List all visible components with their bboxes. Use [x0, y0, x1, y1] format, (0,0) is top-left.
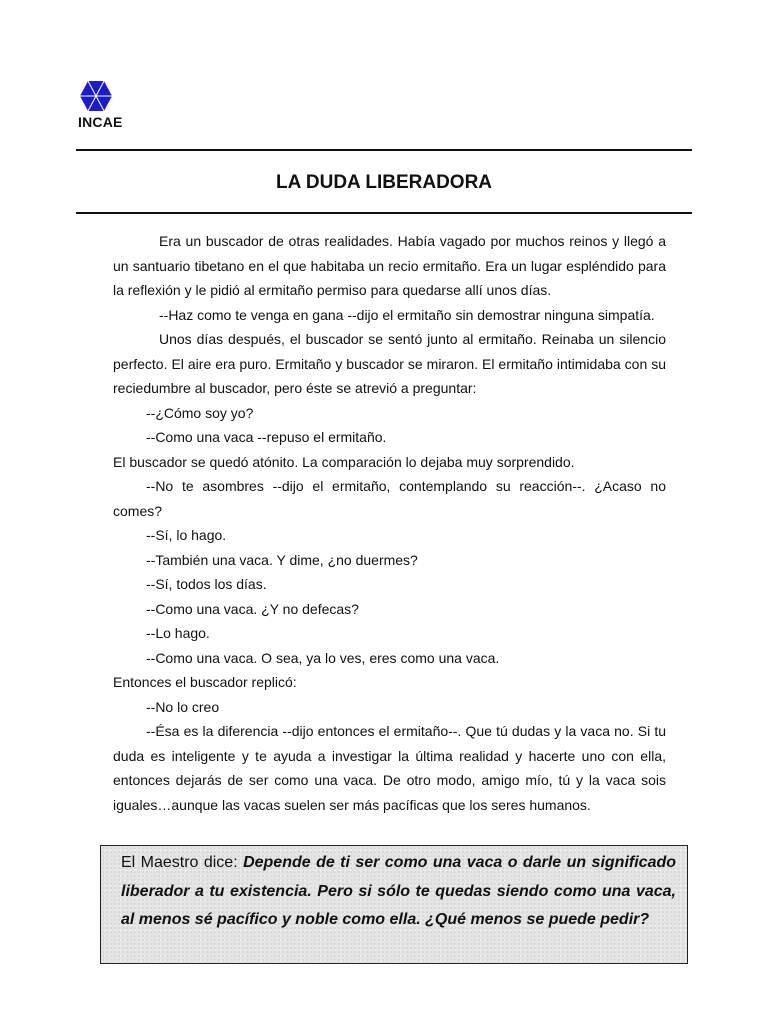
paragraph: --Como una vaca. O sea, ya lo ves, eres como una vaca. — [146, 649, 500, 666]
paragraph: --Sí, todos los días. — [146, 576, 267, 592]
maestro-quote-box — [100, 845, 688, 964]
paragraph: Entonces el buscador replicó: — [113, 674, 297, 690]
paragraph: --Sí, lo hago. — [146, 527, 227, 543]
paragraph: --Ésa es la diferencia --dijo entonces el ermitaño--. Que tú dudas y la vaca no. Si tu duda es inteligente y te ayuda a investigar la última realidad y hacerte uno con ella, entonces dejarás de ser como una vaca. De otro modo, amigo mío, tú y la vaca sois iguales…aunque las vacas suelen ser más pacíficas que los seres humanos. — [113, 723, 666, 813]
logo-text: INCAE — [78, 114, 123, 130]
paragraph: --Como una vaca --repuso el ermitaño. — [146, 429, 387, 445]
story-text — [113, 229, 666, 817]
top-divider — [76, 149, 692, 151]
maestro-lead: El Maestro dice: — [121, 854, 244, 871]
paragraph: --¿Cómo soy yo? — [146, 404, 254, 421]
paragraph: --No te asombres --dijo el ermitaño, contemplando su reacción--. ¿Acaso no comes? — [113, 478, 666, 519]
maestro-quote: Depende de ti ser como una vaca o darle un significado liberador a tu existencia. Pero si sólo te quedas siendo como una vaca, al menos sé pacífico y noble como ella. ¿Qué menos se puede pedir? — [121, 854, 677, 928]
incae-logo — [78, 80, 114, 112]
paragraph: Era un buscador de otras realidades. Había vagado por muchos reinos y llegó a un santuario tibetano en el que habitaba un recio ermitaño. Era un lugar espléndido para la reflexión y le pidió al ermitaño permiso para quedarse allí unos días. — [113, 233, 666, 298]
paragraph: --No lo creo — [146, 698, 220, 715]
paragraph: --También una vaca. Y dime, ¿no duermes? — [146, 551, 418, 568]
page-title: LA DUDA LIBERADORA — [275, 172, 493, 193]
paragraph: --Lo hago. — [146, 625, 210, 641]
paragraph: El buscador se quedó atónito. La comparación lo dejaba muy sorprendido. — [113, 453, 575, 470]
paragraph: --Haz como te venga en gana --dijo el ermitaño sin demostrar ninguna simpatía. — [159, 306, 655, 323]
bottom-divider — [76, 212, 692, 214]
hexagon-logo-icon — [79, 80, 113, 112]
paragraph: --Como una vaca. ¿Y no defecas? — [146, 600, 359, 617]
paragraph: Unos días después, el buscador se sentó junto al ermitaño. Reinaba un silencio perfecto. El aire era puro. Ermitaño y buscador se miraron. El ermitaño intimidaba con su reciedumbre al buscador, pero éste se atrevió a preguntar: — [113, 331, 666, 396]
